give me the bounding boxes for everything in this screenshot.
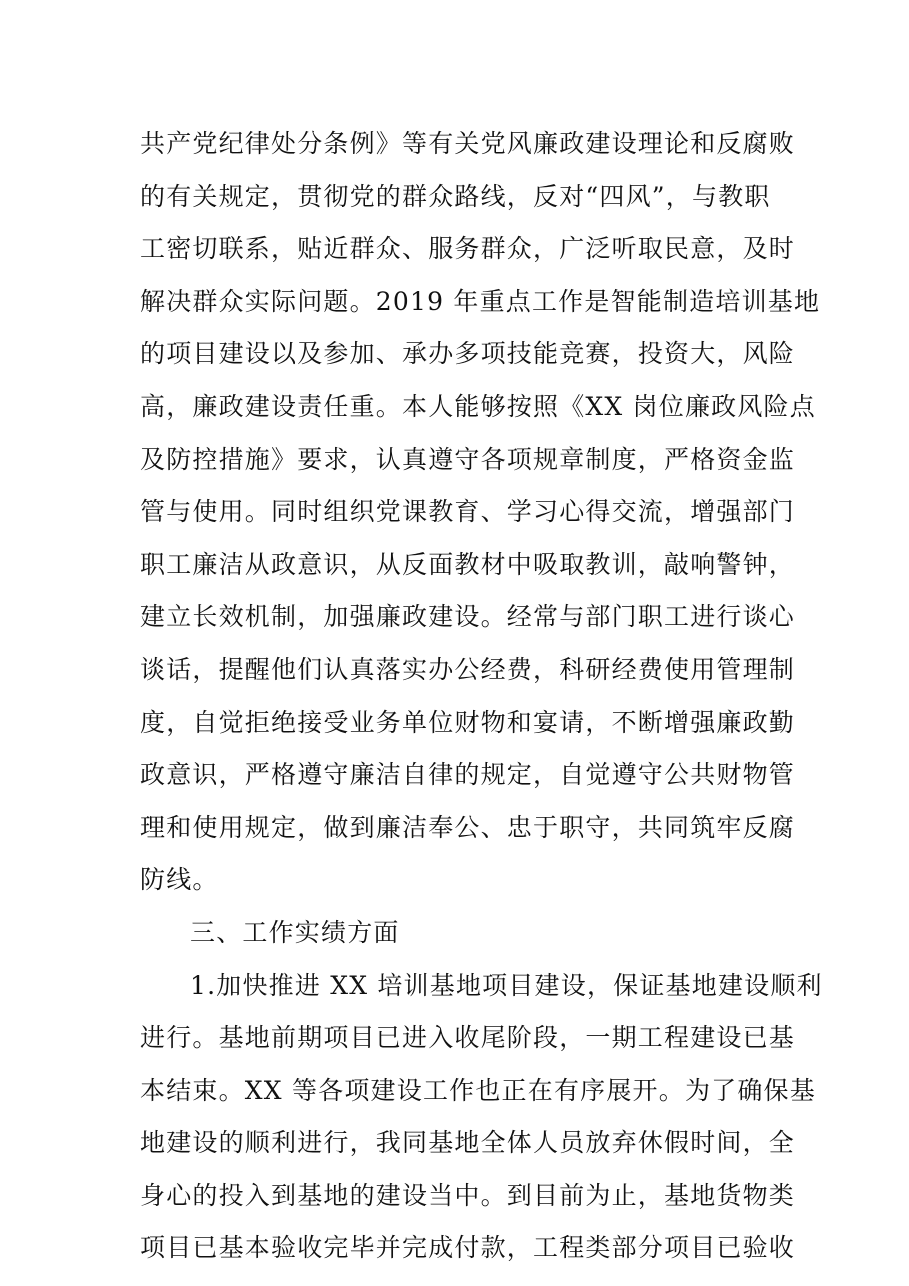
text-line: 防线。: [140, 865, 219, 895]
text-line: 及防控措施》要求，认真遵守各项规章制度，严格资金监: [140, 444, 796, 474]
text-line: 的有关规定，贯彻党的群众路线，反对“四风”，与教职: [140, 181, 771, 211]
section-heading: 三、工作实绩方面: [190, 917, 400, 947]
document-body: [140, 118, 823, 1275]
text-line: 的项目建设以及参加、承办多项技能竞赛，投资大，风险: [140, 339, 796, 369]
text-line: 管与使用。同时组织党课教育、学习心得交流，增强部门: [140, 497, 796, 527]
text-line: 度，自觉拒绝接受业务单位财物和宴请，不断增强廉政勤: [140, 707, 796, 737]
text-line: 理和使用规定，做到廉洁奉公、忠于职守，共同筑牢反腐: [140, 812, 796, 842]
text-line: 进行。基地前期项目已进入收尾阶段，一期工程建设已基: [140, 1023, 796, 1053]
text-line: 1.加快推进 XX 培训基地项目建设，保证基地建设顺利: [190, 970, 823, 1000]
text-line: 高，廉政建设责任重。本人能够按照《XX 岗位廉政风险点: [140, 391, 816, 421]
text-line: 职工廉洁从政意识，从反面教材中吸取教训，敲响警钟，: [140, 549, 796, 579]
text-line: 本结束。XX 等各项建设工作也正在有序展开。为了确保基: [140, 1075, 816, 1105]
text-line: 谈话，提醒他们认真落实办公经费，科研经费使用管理制: [140, 654, 796, 684]
text-line: 建立长效机制，加强廉政建设。经常与部门职工进行谈心: [140, 602, 796, 632]
text-line: 共产党纪律处分条例》等有关党风廉政建设理论和反腐败: [140, 129, 796, 158]
text-line: 解决群众实际问题。2019 年重点工作是智能制造培训基地: [140, 286, 821, 316]
text-line: 身心的投入到基地的建设当中。到目前为止，基地货物类: [140, 1180, 796, 1210]
text-line: 地建设的顺利进行，我同基地全体人员放弃休假时间，全: [140, 1128, 796, 1158]
text-line: 政意识，严格遵守廉洁自律的规定，自觉遵守公共财物管: [140, 760, 796, 790]
text-line: 项目已基本验收完毕并完成付款，工程类部分项目已验收: [140, 1233, 796, 1263]
text-line: 工密切联系，贴近群众、服务群众，广泛听取民意，及时: [140, 234, 796, 264]
